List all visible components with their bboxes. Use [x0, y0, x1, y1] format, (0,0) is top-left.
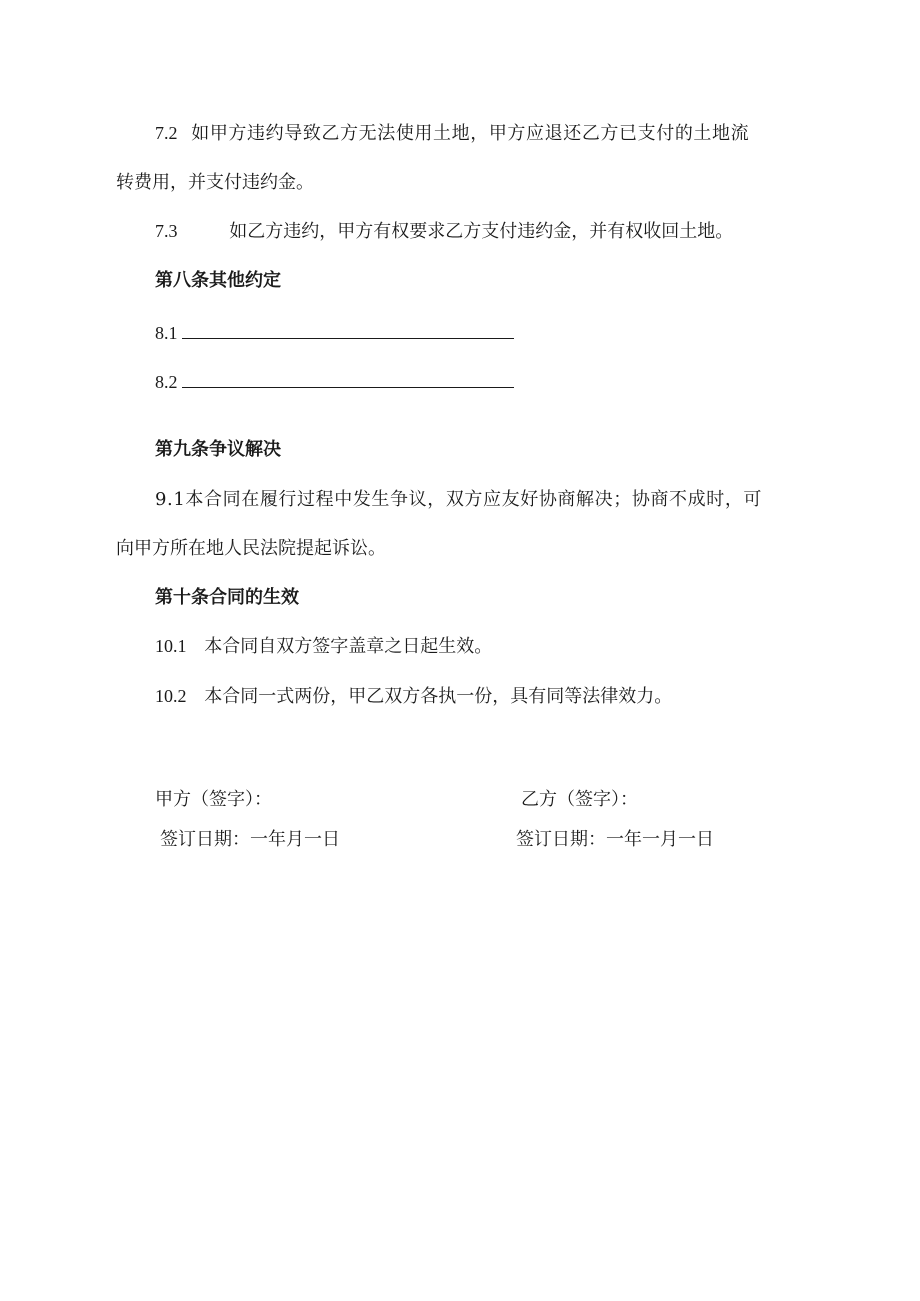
party-b-signature-label: 乙方（签字）： [521, 789, 638, 810]
clause-10-1-number: 10.1 [155, 636, 187, 656]
clause-7-2-number: 7.2 [155, 123, 178, 143]
clause-10-1-text: 本合同自双方签字盖章之日起生效。 [204, 636, 493, 657]
article-8-heading: 第八条其他约定 [155, 270, 281, 291]
clause-7-2-text: 如甲方违约导致乙方无法使用土地，甲方应退还乙方已支付的土地流 [191, 123, 750, 144]
article-9-heading: 第九条争议解决 [155, 439, 281, 460]
clause-8-1-number: 8.1 [155, 323, 178, 343]
clause-7-3-number: 7.3 [155, 221, 178, 241]
party-a-signature-label: 甲方（签字）： [155, 789, 272, 810]
clause-8-2-blank-line[interactable] [182, 369, 514, 388]
clause-9-1-line-1: 9.1本合同在履行过程中发生争议，双方应友好协商解决；协商不成时，可 [155, 489, 763, 510]
clause-7-3-text: 如乙方违约，甲方有权要求乙方支付违约金，并有权收回土地。 [229, 221, 734, 242]
clause-10-2-text: 本合同一式两份，甲乙双方各执一份，具有同等法律效力。 [204, 686, 673, 707]
clause-7-3 [155, 219, 733, 244]
clause-7-2-line-1 [155, 121, 749, 146]
clause-8-2 [155, 369, 514, 395]
party-b-sign-date: 签订日期：一年一月一日 [516, 829, 714, 850]
clause-8-2-number: 8.2 [155, 372, 178, 392]
clause-10-1 [155, 634, 492, 659]
clause-8-1-blank-line[interactable] [182, 320, 514, 339]
clause-7-2-line-2: 转费用，并支付违约金。 [116, 172, 314, 193]
clause-8-1 [155, 320, 514, 346]
clause-9-1-line-2: 向甲方所在地人民法院提起诉讼。 [116, 538, 386, 559]
article-10-heading: 第十条合同的生效 [155, 587, 299, 608]
party-a-sign-date: 签订日期：一年月一日 [160, 829, 340, 850]
clause-10-2-number: 10.2 [155, 686, 187, 706]
clause-10-2 [155, 684, 672, 709]
